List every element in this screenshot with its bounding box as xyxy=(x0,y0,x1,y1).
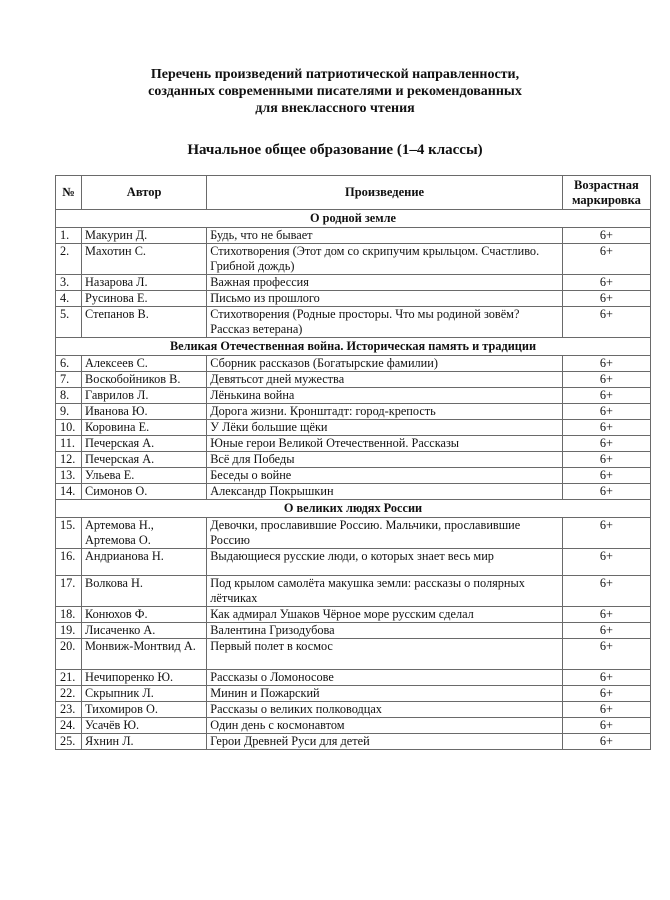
row-age-rating: 6+ xyxy=(562,291,650,307)
row-number: 13. xyxy=(56,468,82,484)
row-work: Беседы о войне xyxy=(207,468,563,484)
row-work: Рассказы о Ломоносове xyxy=(207,670,563,686)
row-age-rating: 6+ xyxy=(562,623,650,639)
table-row xyxy=(56,670,651,686)
document-title xyxy=(0,66,670,117)
row-work: Девятьсот дней мужества xyxy=(207,372,563,388)
table-row xyxy=(56,244,651,275)
header-num: № xyxy=(56,176,82,210)
row-age-rating: 6+ xyxy=(562,734,650,750)
works-table xyxy=(55,175,651,750)
table-row xyxy=(56,388,651,404)
row-work: Герои Древней Руси для детей xyxy=(207,734,563,750)
header-work: Произведение xyxy=(207,176,563,210)
table-row xyxy=(56,372,651,388)
document-subtitle: Начальное общее образование (1–4 классы) xyxy=(187,142,483,158)
table-row xyxy=(56,484,651,500)
row-author: Ульева Е. xyxy=(82,468,207,484)
table-row xyxy=(56,686,651,702)
row-author: Яхнин Л. xyxy=(82,734,207,750)
row-number: 18. xyxy=(56,607,82,623)
title-line: созданных современными писателями и рекомендованных xyxy=(148,84,522,99)
row-work: Девочки, прославившие Россию. Мальчики, прославившие Россию xyxy=(207,518,563,549)
row-number: 11. xyxy=(56,436,82,452)
table-header-row xyxy=(56,176,651,210)
row-age-rating: 6+ xyxy=(562,372,650,388)
row-age-rating: 6+ xyxy=(562,702,650,718)
row-number: 22. xyxy=(56,686,82,702)
row-number: 1. xyxy=(56,228,82,244)
row-age-rating: 6+ xyxy=(562,404,650,420)
row-work: Александр Покрышкин xyxy=(207,484,563,500)
row-number: 10. xyxy=(56,420,82,436)
table-row xyxy=(56,468,651,484)
row-age-rating: 6+ xyxy=(562,639,650,670)
row-author: Волкова Н. xyxy=(82,576,207,607)
row-age-rating: 6+ xyxy=(562,228,650,244)
row-age-rating: 6+ xyxy=(562,452,650,468)
row-author: Степанов В. xyxy=(82,307,207,338)
row-work: У Лёки большие щёки xyxy=(207,420,563,436)
header-age-line: Возрастная xyxy=(574,177,639,192)
row-work: Сборник рассказов (Богатырские фамилии) xyxy=(207,356,563,372)
row-author: Скрыпник Л. xyxy=(82,686,207,702)
row-work: Лёнькина война xyxy=(207,388,563,404)
table-row xyxy=(56,291,651,307)
table-row xyxy=(56,420,651,436)
table-row xyxy=(56,275,651,291)
row-author: Воскобойников В. xyxy=(82,372,207,388)
row-author: Иванова Ю. xyxy=(82,404,207,420)
row-number: 25. xyxy=(56,734,82,750)
title-line: для внеклассного чтения xyxy=(255,101,415,116)
row-work: Рассказы о великих полководцах xyxy=(207,702,563,718)
table-row xyxy=(56,718,651,734)
row-work: Юные герои Великой Отечественной. Рассказы xyxy=(207,436,563,452)
section-title: Великая Отечественная война. Историческая память и традиции xyxy=(56,338,651,356)
row-number: 8. xyxy=(56,388,82,404)
row-number: 7. xyxy=(56,372,82,388)
row-author: Махотин С. xyxy=(82,244,207,275)
row-age-rating: 6+ xyxy=(562,484,650,500)
row-age-rating: 6+ xyxy=(562,436,650,452)
row-author: Печерская А. xyxy=(82,436,207,452)
row-number: 17. xyxy=(56,576,82,607)
header-age-line: маркировка xyxy=(571,192,641,207)
table-row xyxy=(56,356,651,372)
row-number: 3. xyxy=(56,275,82,291)
row-age-rating: 6+ xyxy=(562,518,650,549)
table-row xyxy=(56,404,651,420)
table-row xyxy=(56,734,651,750)
row-author: Симонов О. xyxy=(82,484,207,500)
row-author: Артемова Н., Артемова О. xyxy=(82,518,207,549)
row-author: Назарова Л. xyxy=(82,275,207,291)
row-number: 2. xyxy=(56,244,82,275)
section-row xyxy=(56,338,651,356)
row-number: 16. xyxy=(56,549,82,576)
row-work: Под крылом самолёта макушка земли: рассказы о полярных лётчиках xyxy=(207,576,563,607)
row-author: Тихомиров О. xyxy=(82,702,207,718)
row-work: Первый полет в космос xyxy=(207,639,563,670)
row-author: Коровина Е. xyxy=(82,420,207,436)
row-number: 20. xyxy=(56,639,82,670)
row-number: 4. xyxy=(56,291,82,307)
row-age-rating: 6+ xyxy=(562,388,650,404)
row-author: Алексеев С. xyxy=(82,356,207,372)
row-work: Всё для Победы xyxy=(207,452,563,468)
row-number: 9. xyxy=(56,404,82,420)
row-age-rating: 6+ xyxy=(562,468,650,484)
table-row xyxy=(56,549,651,576)
row-number: 12. xyxy=(56,452,82,468)
row-author: Усачёв Ю. xyxy=(82,718,207,734)
table-row xyxy=(56,702,651,718)
row-age-rating: 6+ xyxy=(562,244,650,275)
table-row xyxy=(56,576,651,607)
table-row xyxy=(56,623,651,639)
table-body xyxy=(56,210,651,750)
row-author: Монвиж-Монтвид А. xyxy=(82,639,207,670)
row-work: Стихотворения (Этот дом со скрипучим крыльцом. Счастливо. Грибной дождь) xyxy=(207,244,563,275)
section-row xyxy=(56,500,651,518)
row-work: Как адмирал Ушаков Чёрное море русским сделал xyxy=(207,607,563,623)
row-age-rating: 6+ xyxy=(562,607,650,623)
row-work: Валентина Гризодубова xyxy=(207,623,563,639)
section-title: О родной земле xyxy=(56,210,651,228)
row-age-rating: 6+ xyxy=(562,686,650,702)
row-number: 24. xyxy=(56,718,82,734)
row-author: Андрианова Н. xyxy=(82,549,207,576)
row-work: Стихотворения (Родные просторы. Что мы родиной зовём? Рассказ ветерана) xyxy=(207,307,563,338)
row-author: Конюхов Ф. xyxy=(82,607,207,623)
row-work: Будь, что не бывает xyxy=(207,228,563,244)
title-line: Перечень произведений патриотической направленности, xyxy=(150,67,520,82)
row-number: 21. xyxy=(56,670,82,686)
row-number: 5. xyxy=(56,307,82,338)
row-number: 14. xyxy=(56,484,82,500)
row-author: Лисаченко А. xyxy=(82,623,207,639)
row-author: Печерская А. xyxy=(82,452,207,468)
row-work: Письмо из прошлого xyxy=(207,291,563,307)
row-age-rating: 6+ xyxy=(562,576,650,607)
row-author: Макурин Д. xyxy=(82,228,207,244)
header-age xyxy=(562,176,650,210)
row-author: Нечипоренко Ю. xyxy=(82,670,207,686)
row-age-rating: 6+ xyxy=(562,718,650,734)
row-number: 15. xyxy=(56,518,82,549)
row-age-rating: 6+ xyxy=(562,275,650,291)
row-work: Минин и Пожарский xyxy=(207,686,563,702)
row-number: 23. xyxy=(56,702,82,718)
row-number: 6. xyxy=(56,356,82,372)
row-age-rating: 6+ xyxy=(562,356,650,372)
table-row xyxy=(56,452,651,468)
row-work: Один день с космонавтом xyxy=(207,718,563,734)
table-row xyxy=(56,436,651,452)
row-author: Русинова Е. xyxy=(82,291,207,307)
row-age-rating: 6+ xyxy=(562,549,650,576)
row-age-rating: 6+ xyxy=(562,420,650,436)
row-work: Важная профессия xyxy=(207,275,563,291)
table-row xyxy=(56,518,651,549)
row-work: Выдающиеся русские люди, о которых знает весь мир xyxy=(207,549,563,576)
header-author: Автор xyxy=(82,176,207,210)
table-row xyxy=(56,228,651,244)
row-work: Дорога жизни. Кронштадт: город-крепость xyxy=(207,404,563,420)
section-row xyxy=(56,210,651,228)
row-age-rating: 6+ xyxy=(562,670,650,686)
section-title: О великих людях России xyxy=(56,500,651,518)
row-number: 19. xyxy=(56,623,82,639)
table-row xyxy=(56,307,651,338)
row-age-rating: 6+ xyxy=(562,307,650,338)
table-row xyxy=(56,639,651,670)
table-row xyxy=(56,607,651,623)
row-author: Гаврилов Л. xyxy=(82,388,207,404)
